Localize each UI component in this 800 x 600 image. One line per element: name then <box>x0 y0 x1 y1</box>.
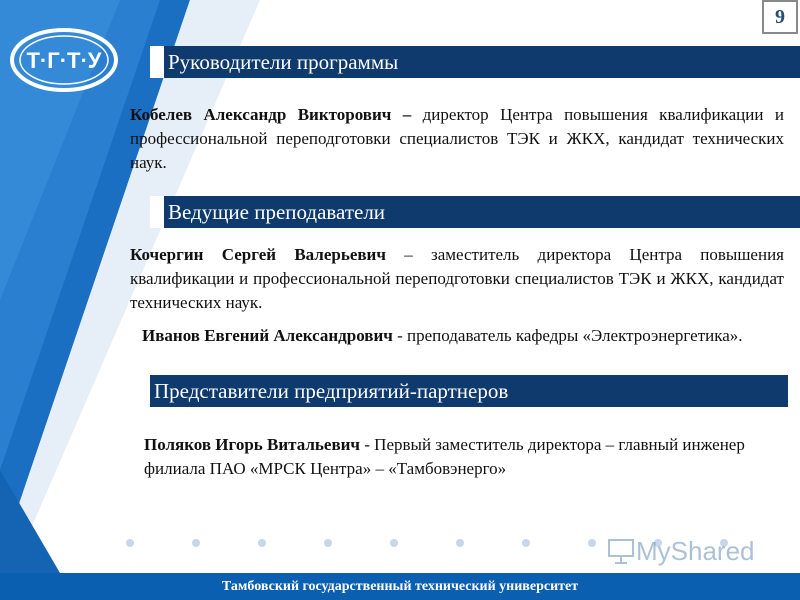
teacher-paragraph <box>130 243 784 315</box>
partner-paragraph <box>144 433 784 481</box>
partner-description: - Первый заместитель директора – главный инженер филиала ПАО «МРСК Центра» – «Тамбовэнерго» <box>144 435 745 478</box>
teacher-name: Кочергин Сергей Валерьевич <box>130 245 386 264</box>
partner-name: Поляков Игорь Витальевич <box>144 435 361 454</box>
watermark <box>606 534 766 568</box>
section-title-leaders: Руководители программы <box>168 49 399 74</box>
footer-text: Тамбовский государственный технический университет <box>221 578 579 594</box>
section-bar-leaders <box>150 46 800 78</box>
presentation-icon <box>606 536 636 566</box>
leader-name: Кобелев Александр Викторович – <box>130 105 412 124</box>
bar-accent <box>150 196 164 228</box>
leader-paragraph <box>130 103 784 175</box>
section-bar-teachers <box>150 196 800 228</box>
footer <box>0 573 800 600</box>
university-logo <box>8 26 120 94</box>
teacher-description: - преподаватель кафедры «Электроэнергетика». <box>392 326 743 345</box>
bar-accent <box>136 375 150 407</box>
bar-accent <box>150 46 164 78</box>
teacher-paragraph <box>142 324 784 348</box>
section-title-teachers: Ведущие преподаватели <box>168 199 386 224</box>
teacher-name: Иванов Евгений Александрович <box>142 326 393 345</box>
leader-description: директор Центра повышения квалификации и профессиональной переподготовки специалистов ТЭК и ЖКХ, кандидат технических наук. <box>130 105 784 172</box>
page-number: 9 <box>762 0 798 34</box>
watermark-text: MyShared <box>636 535 755 566</box>
section-title-partners: Представители предприятий-партнеров <box>154 378 509 403</box>
section-bar-partners <box>136 375 788 407</box>
teacher-description: – заместитель директора Центра повышения квалификации и профессиональной переподготовки специалистов ТЭК и ЖКХ, кандидат технических наук. <box>130 245 784 312</box>
logo-text: Т·Г·Т·У <box>26 48 102 73</box>
